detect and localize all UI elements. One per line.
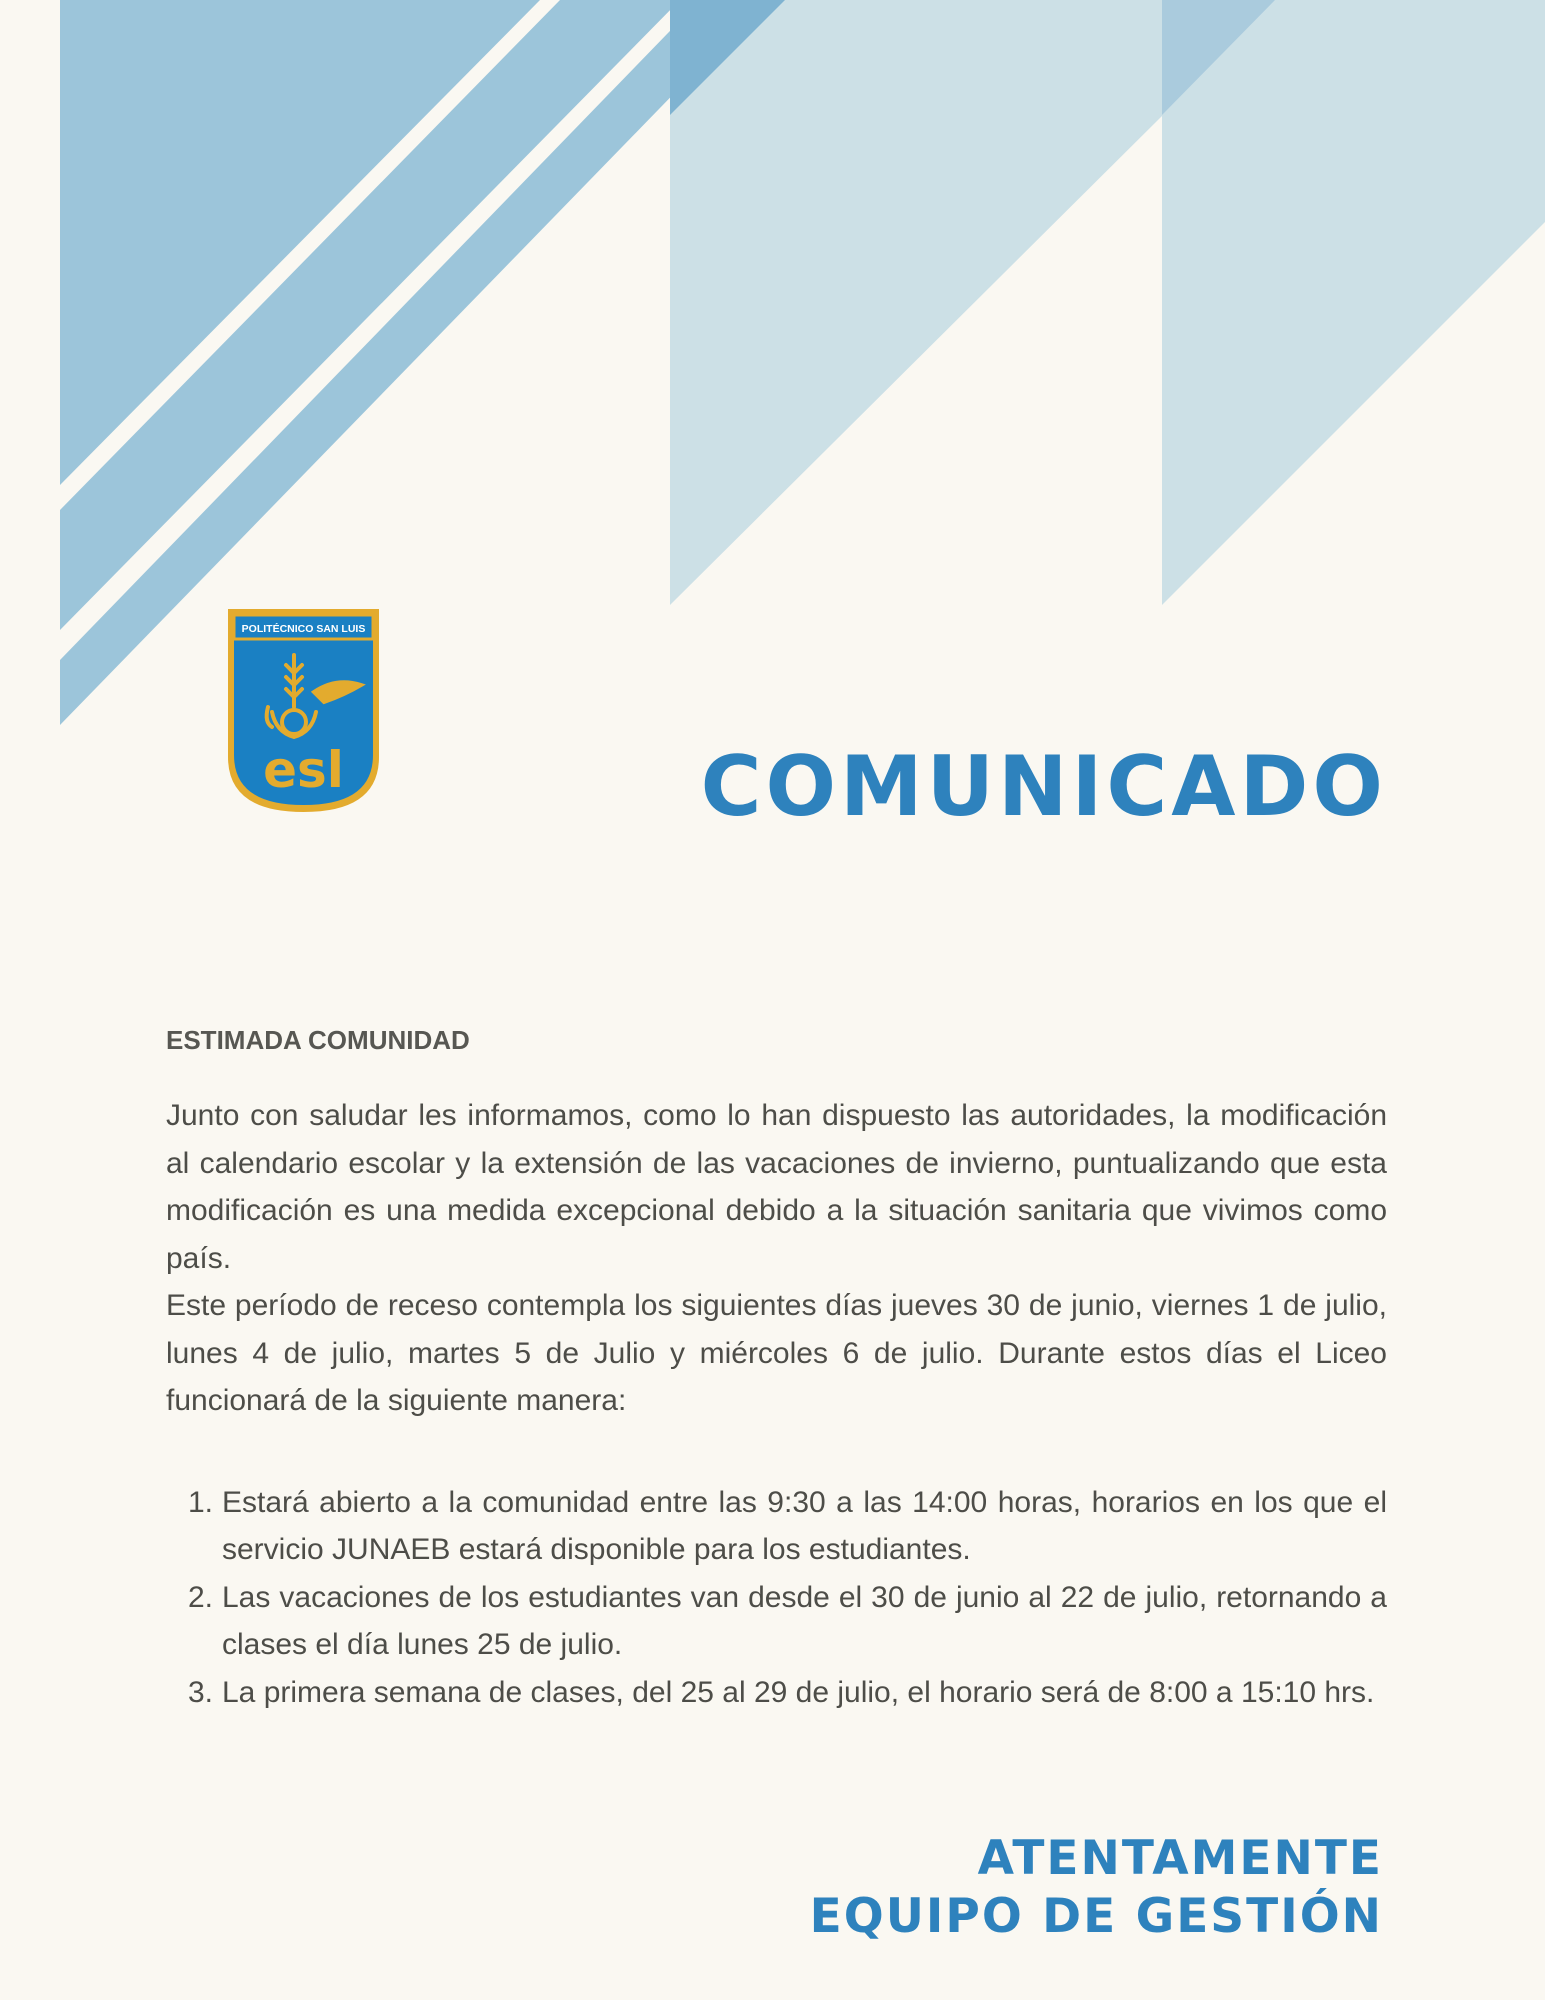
list-item-text: Estará abierto a la comunidad entre las 9:30 a las 14:00 horas, horarios en los que el servicio JUNAEB estará disponible para los estudiantes. [222, 1485, 1387, 1566]
closing-line-regards: ATENTAMENTE [977, 1831, 1383, 1886]
list-number: 3. [188, 1675, 214, 1709]
paragraph-schedule: Este período de receso contempla los siguientes días jueves 30 de junio, viernes 1 de julio, lunes 4 de julio, martes 5 de Julio y miércoles 6 de julio. Durante estos días el Liceo funcionará de la siguiente manera: [166, 1289, 1387, 1417]
list-item [166, 1574, 1387, 1669]
schedule-list [166, 1479, 1387, 1717]
list-number: 2. [188, 1580, 214, 1614]
decor-light-triangle-right [1162, 0, 1545, 605]
list-number: 1. [188, 1485, 214, 1519]
greeting: ESTIMADA COMUNIDAD [166, 1025, 470, 1055]
closing-line-team: EQUIPO DE GESTIÓN [809, 1889, 1383, 1944]
list-item-text: La primera semana de clases, del 25 al 29 de julio, el horario será de 8:00 a 15:10 hrs. [222, 1675, 1375, 1709]
decor-light-triangle-middle [670, 0, 1162, 605]
page-title: COMUNICADO [700, 738, 1387, 835]
closing-signature [810, 1830, 1383, 1946]
school-emblem [226, 607, 381, 814]
emblem-monogram: esl [263, 741, 344, 799]
paragraph-intro: Junto con saludar les informamos, como lo han dispuesto las autoridades, la modificación al calendario escolar y la extensión de las vacaciones de invierno, puntualizando que esta modificación es una medida excepcional debido a la situación sanitaria que vivimos como país. [166, 1099, 1387, 1275]
emblem-header-text: POLITÉCNICO SAN LUIS [241, 623, 366, 635]
list-item [166, 1669, 1387, 1717]
list-item-text: Las vacaciones de los estudiantes van desde el 30 de junio al 22 de julio, retornando a clases el día lunes 25 de julio. [222, 1580, 1387, 1661]
letter-body [166, 1025, 1387, 1716]
list-item [166, 1479, 1387, 1574]
